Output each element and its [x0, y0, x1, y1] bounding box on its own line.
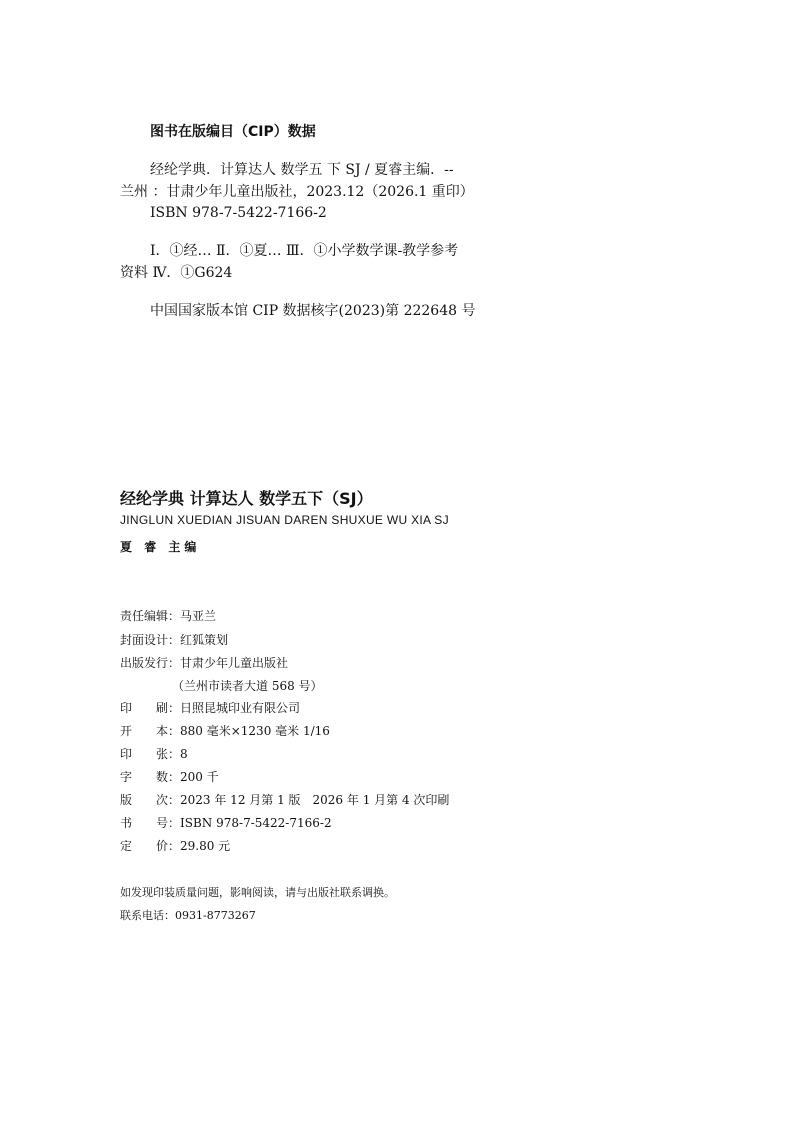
- cip-heading: 图书在版编目（CIP）数据: [150, 124, 316, 140]
- detail-value: ISBN 978-7-5422-7166-2: [180, 816, 332, 830]
- detail-value: 29.80 元: [180, 839, 231, 853]
- book-pinyin-title: JINGLUN XUEDIAN JISUAN DAREN SHUXUE WU XIA SJ: [120, 513, 449, 527]
- book-title: 经纶学典 计算达人 数学五下（SJ）: [120, 489, 373, 508]
- detail-row: [120, 655, 288, 671]
- cip-isbn: ISBN 978-7-5422-7166-2: [150, 205, 327, 221]
- detail-row: [120, 792, 449, 808]
- cip-registration-number: 中国国家版本馆 CIP 数据核字(2023)第 222648 号: [150, 303, 476, 319]
- detail-label: 开 本：: [120, 724, 181, 738]
- detail-value: 8: [180, 747, 188, 761]
- detail-row: [120, 608, 216, 624]
- detail-value: 2023 年 12 月第 1 版 2026 年 1 月第 4 次印刷: [180, 793, 450, 807]
- detail-label: 印 刷：: [120, 701, 181, 715]
- detail-label: 字 数：: [120, 770, 181, 784]
- detail-value: 200 千: [180, 770, 219, 784]
- detail-label: 印 张：: [120, 747, 181, 761]
- detail-row: [120, 632, 228, 648]
- detail-row: [120, 700, 300, 716]
- detail-label: 版 次：: [120, 793, 181, 807]
- detail-value: 马亚兰: [180, 609, 217, 623]
- detail-label: 书 号：: [120, 816, 181, 830]
- detail-value: 880 毫米×1230 毫米 1/16: [180, 724, 330, 738]
- detail-row: [120, 838, 230, 854]
- detail-value: 日照昆城印业有限公司: [180, 701, 301, 715]
- detail-row: [120, 723, 330, 739]
- detail-label: 封面设计：: [120, 633, 181, 647]
- detail-label: 出版发行：: [120, 656, 181, 670]
- detail-value: （兰州市读者大道 568 号）: [172, 679, 323, 693]
- cip-line-1: 经纶学典．计算达人 数学五 下 SJ / 夏睿主编．--: [150, 162, 454, 178]
- book-editor: 夏 睿 主编: [120, 540, 201, 554]
- detail-row: [120, 746, 188, 762]
- contact-phone: 联系电话：0931-8773267: [120, 909, 256, 922]
- detail-row: [120, 769, 219, 785]
- detail-label: 定 价：: [120, 839, 181, 853]
- detail-row: [172, 678, 323, 694]
- cip-line-2: 兰州 ：甘肃少年儿童出版社，2023.12（2026.1 重印）: [120, 184, 474, 200]
- detail-label: 责任编辑：: [120, 609, 181, 623]
- detail-value: 甘肃少年儿童出版社: [180, 656, 289, 670]
- cip-classification-2: 资料 Ⅳ．①G624: [120, 265, 233, 281]
- detail-value: 红狐策划: [180, 633, 229, 647]
- quality-notice: 如发现印装质量问题，影响阅读，请与出版社联系调换。: [120, 886, 395, 899]
- detail-row: [120, 815, 332, 831]
- cip-classification-1: Ⅰ．①经… Ⅱ．①夏… Ⅲ．①小学数学课-教学参考: [150, 243, 459, 259]
